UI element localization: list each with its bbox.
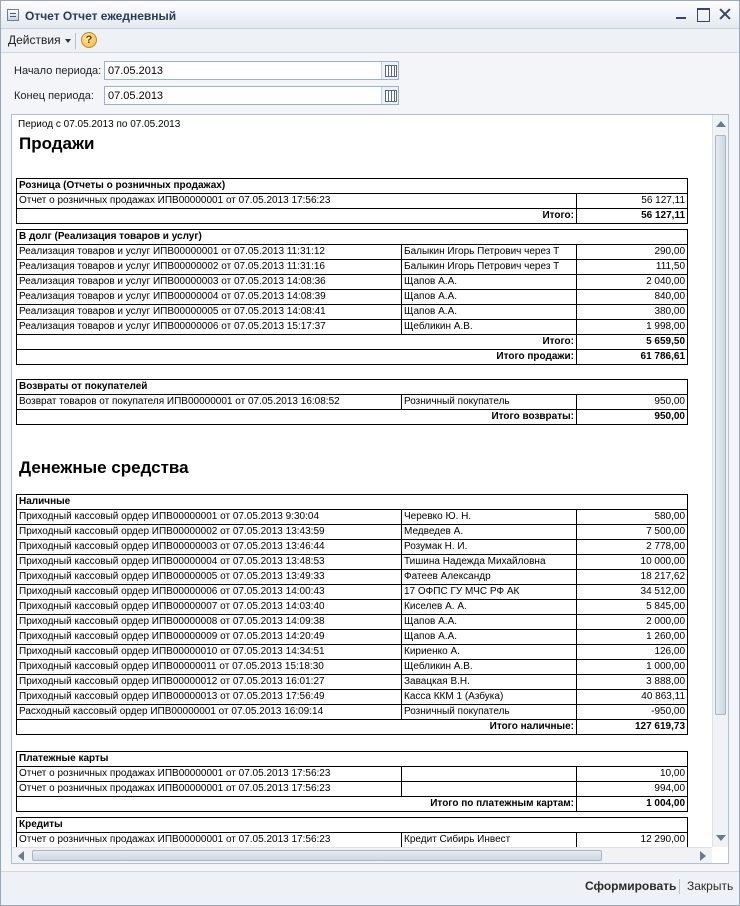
window-controls — [673, 6, 733, 22]
credits-section-title: Кредиты — [17, 818, 688, 833]
horizontal-scroll-thumb[interactable] — [32, 850, 602, 861]
table-row[interactable] — [17, 660, 688, 675]
party-cell: Щапов А.А. — [402, 290, 577, 305]
table-row[interactable] — [17, 630, 688, 645]
party-cell: Черевко Ю. Н. — [402, 510, 577, 525]
party-cell: Кириенко А. — [402, 645, 577, 660]
returns-table — [16, 379, 688, 425]
scroll-left-icon[interactable] — [18, 851, 24, 861]
table-row[interactable] — [17, 245, 688, 260]
party-cell: Щапов А.А. — [402, 275, 577, 290]
end-period-field[interactable] — [104, 86, 399, 105]
horizontal-scrollbar[interactable] — [12, 847, 712, 863]
party-cell: Щапов А.А. — [402, 305, 577, 320]
table-row[interactable] — [17, 705, 688, 720]
total-value: 1 004,00 — [577, 797, 688, 812]
doc-cell: Реализация товаров и услуг ИПВ00000001 от 07.05.2013 11:31:12 — [17, 245, 402, 260]
title-bar[interactable] — [1, 1, 739, 29]
table-row[interactable] — [17, 767, 688, 782]
amount-cell: 111,50 — [577, 260, 688, 275]
doc-cell: Возврат товаров от покупателя ИПВ00000001 от 07.05.2013 16:08:52 — [17, 395, 402, 410]
party-cell: Щапов А.А. — [402, 615, 577, 630]
sales-total-label: Итого продажи: — [17, 350, 577, 365]
table-row[interactable] — [17, 600, 688, 615]
doc-cell: Отчет о розничных продажах ИПВ00000001 от 07.05.2013 17:56:23 — [17, 782, 402, 797]
doc-cell: Реализация товаров и услуг ИПВ00000004 от 07.05.2013 14:08:39 — [17, 290, 402, 305]
amount-cell: 7 500,00 — [577, 525, 688, 540]
amount-cell: 126,00 — [577, 645, 688, 660]
doc-cell: Приходный кассовый ордер ИПВ00000002 от 07.05.2013 13:43:59 — [17, 525, 402, 540]
credits-table — [16, 817, 688, 848]
report-icon — [7, 9, 19, 21]
credit-total-row — [17, 335, 688, 350]
amount-cell: 2 040,00 — [577, 275, 688, 290]
party-cell: Медведев А. — [402, 525, 577, 540]
table-row[interactable] — [17, 540, 688, 555]
generate-button[interactable]: Сформировать — [585, 879, 677, 893]
table-row[interactable] — [17, 290, 688, 305]
vertical-scrollbar[interactable] — [712, 115, 728, 847]
amount-cell: 950,00 — [577, 395, 688, 410]
returns-total-row — [17, 410, 688, 425]
window-title: Отчет Отчет ежедневный — [25, 9, 177, 23]
amount-cell: 994,00 — [577, 782, 688, 797]
table-row[interactable] — [17, 555, 688, 570]
party-cell: Балыкин Игорь Петрович через Т — [402, 245, 577, 260]
table-row[interactable] — [17, 260, 688, 275]
doc-cell: Приходный кассовый ордер ИПВ00000005 от 07.05.2013 13:49:33 — [17, 570, 402, 585]
cash-table — [16, 494, 688, 735]
amount-cell: 1 000,00 — [577, 660, 688, 675]
doc-cell: Приходный кассовый ордер ИПВ00000010 от 07.05.2013 14:34:51 — [17, 645, 402, 660]
end-period-label: Конец периода: — [14, 90, 94, 102]
actions-label: Действия — [8, 33, 61, 47]
doc-cell: Приходный кассовый ордер ИПВ00000007 от 07.05.2013 14:03:40 — [17, 600, 402, 615]
party-cell: Тишина Надежда Михайловна — [402, 555, 577, 570]
report-document[interactable] — [11, 114, 729, 864]
table-row[interactable] — [17, 305, 688, 320]
credit-section-title: В долг (Реализация товаров и услуг) — [17, 230, 688, 245]
amount-cell: 2 000,00 — [577, 615, 688, 630]
total-value: 56 127,11 — [577, 209, 688, 224]
toolbar — [1, 29, 739, 53]
amount-cell: 1 260,00 — [577, 630, 688, 645]
amount-cell: 380,00 — [577, 305, 688, 320]
table-row[interactable] — [17, 395, 688, 410]
party-cell: Розумак Н. И. — [402, 540, 577, 555]
credit-table — [16, 229, 688, 365]
party-cell: Щапов А.А. — [402, 630, 577, 645]
doc-cell: Приходный кассовый ордер ИПВ00000011 от 07.05.2013 15:18:30 — [17, 660, 402, 675]
amount-cell: 56 127,11 — [577, 194, 688, 209]
doc-cell: Приходный кассовый ордер ИПВ00000006 от 07.05.2013 14:00:43 — [17, 585, 402, 600]
amount-cell: 5 845,00 — [577, 600, 688, 615]
doc-cell: Отчет о розничных продажах ИПВ00000001 от 07.05.2013 17:56:23 — [17, 194, 577, 209]
retail-total-row — [17, 209, 688, 224]
table-row[interactable] — [17, 645, 688, 660]
table-row[interactable] — [17, 782, 688, 797]
amount-cell: 1 998,00 — [577, 320, 688, 335]
credit-rows — [17, 245, 688, 335]
start-period-label: Начало периода: — [14, 65, 102, 77]
amount-cell: 34 512,00 — [577, 585, 688, 600]
amount-cell: -950,00 — [577, 705, 688, 720]
table-row[interactable] — [17, 510, 688, 525]
start-period-input[interactable] — [105, 62, 375, 79]
cards-total-row — [17, 797, 688, 812]
returns-total-value: 950,00 — [577, 410, 688, 425]
scroll-up-icon[interactable] — [716, 121, 726, 127]
sales-heading: Продажи — [19, 134, 95, 153]
end-period-input[interactable] — [105, 87, 375, 104]
retail-section-title: Розница (Отчеты о розничных продажах) — [17, 179, 688, 194]
amount-cell: 840,00 — [577, 290, 688, 305]
table-row[interactable] — [17, 585, 688, 600]
calendar-icon[interactable] — [381, 62, 398, 79]
doc-cell: Расходный кассовый ордер ИПВ00000001 от 07.05.2013 16:09:14 — [17, 705, 402, 720]
doc-cell: Приходный кассовый ордер ИПВ00000004 от 07.05.2013 13:48:53 — [17, 555, 402, 570]
table-row[interactable] — [17, 320, 688, 335]
party-cell: Балыкин Игорь Петрович через Т — [402, 260, 577, 275]
minimize-icon[interactable] — [673, 6, 689, 22]
table-row[interactable] — [17, 275, 688, 290]
doc-cell: Реализация товаров и услуг ИПВ00000002 от 07.05.2013 11:31:16 — [17, 260, 402, 275]
total-label: Итого по платежным картам: — [17, 797, 577, 812]
amount-cell: 40 863,11 — [577, 690, 688, 705]
amount-cell: 3 888,00 — [577, 675, 688, 690]
party-cell: Завацкая В.Н. — [402, 675, 577, 690]
party-cell — [402, 782, 577, 797]
table-row[interactable] — [17, 194, 688, 209]
party-cell: Киселев А. А. — [402, 600, 577, 615]
party-cell — [402, 767, 577, 782]
sales-total-value: 61 786,61 — [577, 350, 688, 365]
cash-total-row — [17, 720, 688, 735]
party-cell: Кредит Сибирь Инвест — [402, 833, 577, 848]
amount-cell: 290,00 — [577, 245, 688, 260]
party-cell: Розничный покупатель — [402, 705, 577, 720]
doc-cell: Реализация товаров и услуг ИПВ00000006 от 07.05.2013 15:17:37 — [17, 320, 402, 335]
total-value: 5 659,50 — [577, 335, 688, 350]
doc-cell: Приходный кассовый ордер ИПВ00000009 от 07.05.2013 14:20:49 — [17, 630, 402, 645]
table-row[interactable] — [17, 690, 688, 705]
cards-table — [16, 751, 688, 812]
table-row[interactable] — [17, 615, 688, 630]
help-icon[interactable]: ? — [81, 32, 97, 48]
cards-section-title: Платежные карты — [17, 752, 688, 767]
amount-cell: 580,00 — [577, 510, 688, 525]
party-cell: Розничный покупатель — [402, 395, 577, 410]
total-label: Итого: — [17, 209, 577, 224]
amount-cell: 10,00 — [577, 767, 688, 782]
total-label: Итого: — [17, 335, 577, 350]
chevron-down-icon — [65, 39, 71, 43]
doc-cell: Приходный кассовый ордер ИПВ00000012 от 07.05.2013 16:01:27 — [17, 675, 402, 690]
footer-bar — [1, 871, 739, 905]
party-cell: Щебликин А.В. — [402, 660, 577, 675]
returns-section-title: Возвраты от покупателей — [17, 380, 688, 395]
amount-cell: 2 778,00 — [577, 540, 688, 555]
scroll-right-icon[interactable] — [700, 851, 706, 861]
doc-cell: Отчет о розничных продажах ИПВ00000001 от 07.05.2013 17:56:23 — [17, 833, 402, 848]
party-cell: Касса ККМ 1 (Азбука) — [402, 690, 577, 705]
doc-cell: Отчет о розничных продажах ИПВ00000001 от 07.05.2013 17:56:23 — [17, 767, 402, 782]
table-row[interactable] — [17, 833, 688, 848]
footer-divider — [679, 879, 680, 894]
doc-cell: Приходный кассовый ордер ИПВ00000003 от 07.05.2013 13:46:44 — [17, 540, 402, 555]
doc-cell: Приходный кассовый ордер ИПВ00000001 от 07.05.2013 9:30:04 — [17, 510, 402, 525]
cash-total-label: Итого наличные: — [17, 720, 577, 735]
doc-cell: Приходный кассовый ордер ИПВ00000013 от 07.05.2013 17:56:49 — [17, 690, 402, 705]
returns-total-label: Итого возвраты: — [17, 410, 577, 425]
doc-cell: Приходный кассовый ордер ИПВ00000008 от 07.05.2013 14:09:38 — [17, 615, 402, 630]
cash-total-value: 127 619,73 — [577, 720, 688, 735]
toolbar-divider — [75, 33, 76, 49]
period-text: Период с 07.05.2013 по 07.05.2013 — [18, 119, 181, 130]
calendar-icon[interactable] — [381, 87, 398, 104]
amount-cell: 18 217,62 — [577, 570, 688, 585]
cash-rows — [17, 510, 688, 720]
actions-menu-button[interactable] — [8, 33, 71, 47]
doc-cell: Реализация товаров и услуг ИПВ00000003 от 07.05.2013 14:08:36 — [17, 275, 402, 290]
cash-heading: Денежные средства — [19, 458, 189, 477]
close-icon[interactable] — [717, 6, 733, 22]
cash-section-title: Наличные — [17, 495, 688, 510]
retail-table — [16, 178, 688, 224]
maximize-icon[interactable] — [695, 6, 711, 22]
doc-cell: Реализация товаров и услуг ИПВ00000005 от 07.05.2013 14:08:41 — [17, 305, 402, 320]
table-row[interactable] — [17, 570, 688, 585]
party-cell: Фатеев Александр — [402, 570, 577, 585]
party-cell: Щебликин А.В. — [402, 320, 577, 335]
party-cell: 17 ОФПС ГУ МЧС РФ АК — [402, 585, 577, 600]
scroll-down-icon[interactable] — [716, 835, 726, 841]
amount-cell: 12 290,00 — [577, 833, 688, 848]
amount-cell: 10 000,00 — [577, 555, 688, 570]
table-row[interactable] — [17, 525, 688, 540]
sales-total-row — [17, 350, 688, 365]
table-row[interactable] — [17, 675, 688, 690]
close-button[interactable]: Закрыть — [687, 879, 734, 893]
vertical-scroll-thumb[interactable] — [715, 135, 726, 715]
start-period-field[interactable] — [104, 61, 399, 80]
